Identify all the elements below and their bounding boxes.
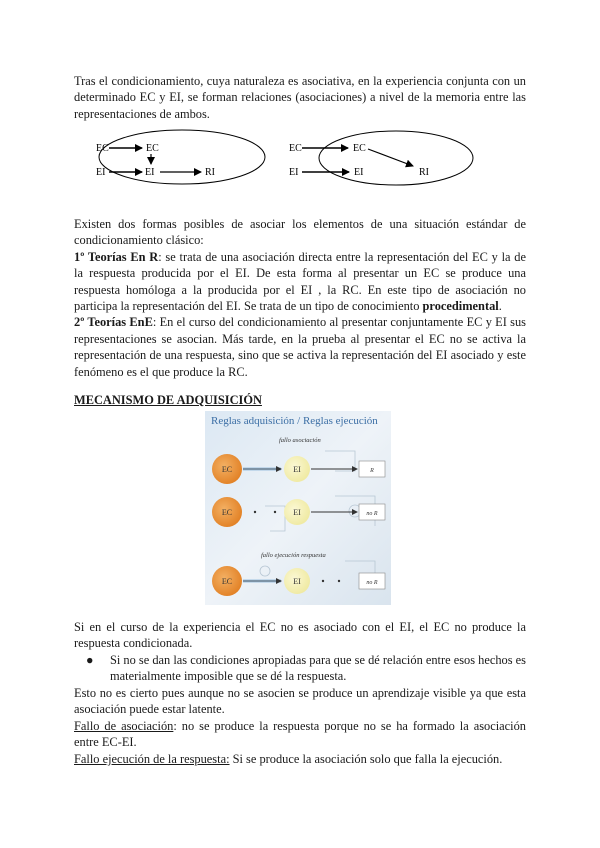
- diagram2-arrow-ec-r: [368, 149, 413, 166]
- diagram-ss: [289, 131, 473, 185]
- diagram-sr: [96, 130, 265, 184]
- section-heading: MECANISMO DE ADQUISICIÓN: [74, 393, 262, 407]
- latent-learning-text: Esto no es cierto pues aunque no se asocien se produce un aprendizaje visible ya que esta asociación puede estar latente.: [74, 686, 526, 717]
- row3-r-label: no R: [366, 580, 378, 586]
- bullet-item: [86, 652, 526, 685]
- theory-sr-label: 1º Teorías En R: [74, 249, 159, 264]
- diagram1-ec-inside: EC: [146, 143, 159, 154]
- bullet-text: Si no se dan las condiciones apropiadas para que se dé relación entre esos hechos es materialmente imposible que se dé la respuesta.: [110, 653, 526, 684]
- diagram2-r: RI: [419, 167, 429, 178]
- row2-dot-2: [274, 511, 276, 513]
- no-association-text: Si en el curso de la experiencia el EC no es asociado con el EI, el EC no produce la respuesta condicionada.: [74, 620, 526, 651]
- row1-r-label: R: [370, 468, 374, 474]
- theory-ss-label: 2º Teorías EnE: [74, 315, 153, 330]
- intro-text: Tras el condicionamiento, cuya naturaleza es asociativa, en la experiencia conjunta con un determinado EC y EI, se forman relaciones (asociaciones) a nivel de la memoria entre las representaciones de ambos.: [74, 74, 526, 121]
- diagram2-ei-inside: EI: [354, 167, 364, 178]
- diagram2-ec-outside: EC: [289, 143, 302, 154]
- diagram1-ei-outside: EI: [96, 167, 106, 178]
- intro-paragraph: [74, 73, 526, 122]
- theories-intro: [74, 216, 526, 380]
- response-failure-text: Si se produce la asociación solo que falla la ejecución.: [229, 752, 503, 766]
- row2-ei-label: EI: [293, 508, 301, 517]
- figure-title: Reglas adquisición / Reglas ejecución: [211, 415, 378, 427]
- association-failure-paragraph: [74, 718, 526, 751]
- diagram2-ec-inside: EC: [353, 143, 366, 154]
- response-failure-label: Fallo ejecución de la respuesta:: [74, 752, 230, 766]
- association-failure-text: : no se produce la respuesta porque no se ha formado la asociación entre EC-EI.: [74, 719, 526, 750]
- diagram1-ei-inside: EI: [145, 167, 155, 178]
- row3-dot-2: [338, 580, 340, 582]
- latent-learning-paragraph: [74, 685, 526, 718]
- figure-label-fallo-respuesta: fallo ejecución respuesta: [261, 552, 326, 559]
- theory-ss-text: : En el curso del condicionamiento al presentar conjuntamente EC y EI sus representaciones se asocian. Más tarde, en la prueba al presentar el EC no se activa la representación de una respuesta, sino que se activa la representación del EI asociado y este fenómeno es el que produce la RC.: [74, 315, 527, 379]
- diagram1-ec-outside: EC: [96, 143, 109, 154]
- response-failure-paragraph: [74, 751, 526, 767]
- row3-ec-label: EC: [221, 577, 233, 586]
- no-association-paragraph: [74, 619, 526, 652]
- diagram2-ei-outside: EI: [289, 167, 299, 178]
- association-diagrams: [80, 128, 550, 190]
- row3-dot-1: [322, 580, 324, 582]
- row1-ei-label: EI: [293, 465, 301, 474]
- theory-sr-end: .: [498, 299, 502, 314]
- row2-ec-label: EC: [221, 508, 233, 517]
- association-failure-label: Fallo de asociación: [74, 719, 174, 733]
- row2-dot-1: [254, 511, 256, 513]
- theory-sr-text: : se trata de una asociación directa entre la representación del EC y la de la respuesta producida por el EI. De esta forma al presentar un EC se produce una respuesta homóloga a la producida por el EI , la RC. En este tipo de asociación no participa la representación del EI. Se trata de un tipo de conocimiento: [74, 249, 526, 314]
- row3-ei-label: EI: [293, 577, 301, 586]
- theory-sr-bold-word: procedimental: [422, 299, 499, 314]
- diagram1-r: RI: [205, 167, 215, 178]
- row2-r-label: no R: [366, 511, 378, 517]
- row1-ec-label: EC: [221, 465, 233, 474]
- diagram1-memory-ellipse: [99, 130, 265, 184]
- diagram2-memory-ellipse: [319, 131, 473, 185]
- theories-intro-text: Existen dos formas posibles de asociar los elementos de una situación estándar de condicionamiento clásico:: [74, 217, 526, 248]
- bullet-dot: ●: [86, 653, 94, 667]
- figure-label-fallo-asociacion: fallo asociación: [279, 437, 321, 444]
- acquisition-figure: [205, 411, 391, 605]
